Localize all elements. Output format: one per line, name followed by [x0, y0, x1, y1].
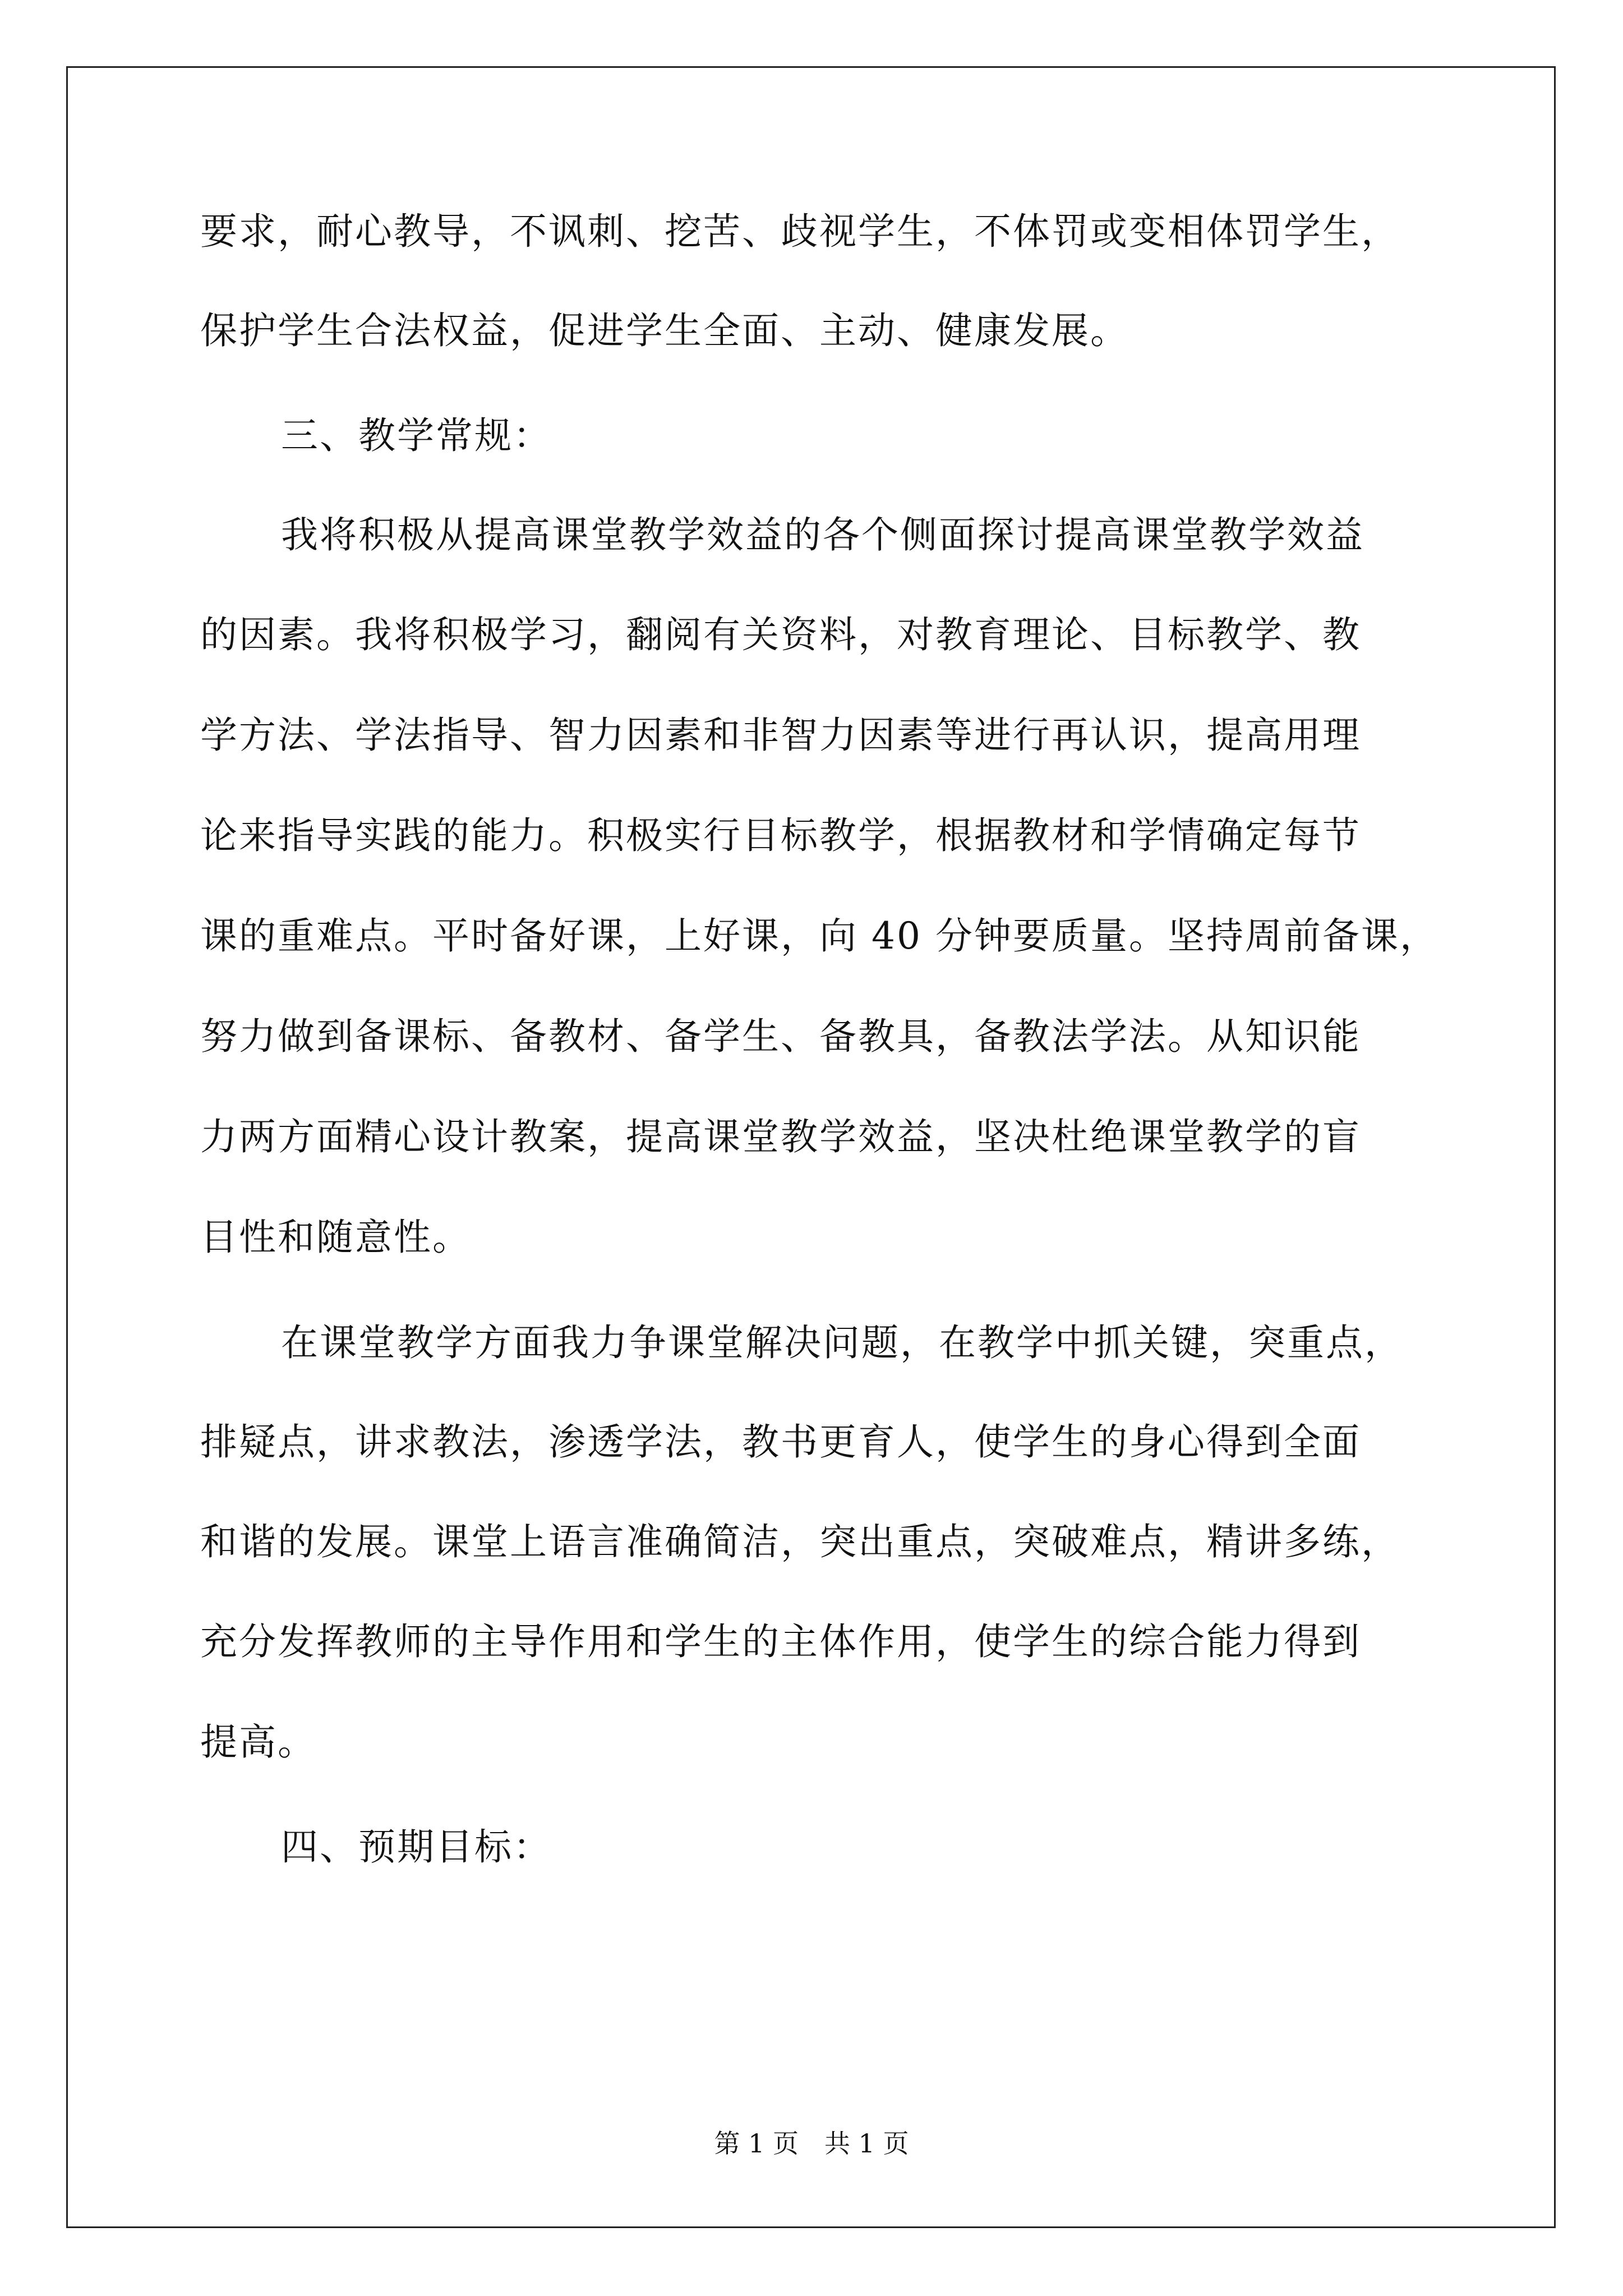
text-line: 提高。	[200, 1720, 316, 1764]
text-line: 和谐的发展。课堂上语言准确简洁，突出重点，突破难点，精讲多练，	[200, 1520, 1400, 1563]
text-line: 保护学生合法权益，促进学生全面、主动、健康发展。	[200, 309, 1129, 352]
page-number: 第 1 页 共 1 页	[714, 2128, 909, 2159]
text-line: 在课堂教学方面我力争课堂解决问题，在教学中抓关键，突重点，	[281, 1321, 1403, 1364]
text-line: 的因素。我将积极学习，翻阅有关资料，对教育理论、目标教学、教	[200, 613, 1361, 656]
text-line: 力两方面精心设计教案，提高课堂教学效益，坚决杜绝课堂教学的盲	[200, 1115, 1361, 1158]
text-line: 学方法、学法指导、智力因素和非智力因素等进行再认识，提高用理	[200, 714, 1361, 757]
text-line: 论来指导实践的能力。积极实行目标教学，根据教材和学情确定每节	[200, 814, 1361, 857]
text-line: 努力做到备课标、备教材、备学生、备教具，备教法学法。从知识能	[200, 1015, 1361, 1058]
text-line: 要求，耐心教导，不讽刺、挖苦、歧视学生，不体罚或变相体罚学生，	[200, 210, 1400, 253]
text-line: 排疑点，讲求教法，渗透学法，教书更育人，使学生的身心得到全面	[200, 1420, 1361, 1464]
text-line: 目性和随意性。	[200, 1216, 471, 1259]
text-line: 充分发挥教师的主导作用和学生的主体作用，使学生的综合能力得到	[200, 1620, 1361, 1663]
section-heading: 四、预期目标：	[281, 1825, 552, 1869]
text-line: 课的重难点。平时备好课，上好课，向 40 分钟要质量。坚持周前备课，	[200, 914, 1438, 958]
text-line: 我将积极从提高课堂教学效益的各个侧面探讨提高课堂教学效益	[281, 513, 1364, 556]
section-heading: 三、教学常规：	[281, 414, 552, 457]
